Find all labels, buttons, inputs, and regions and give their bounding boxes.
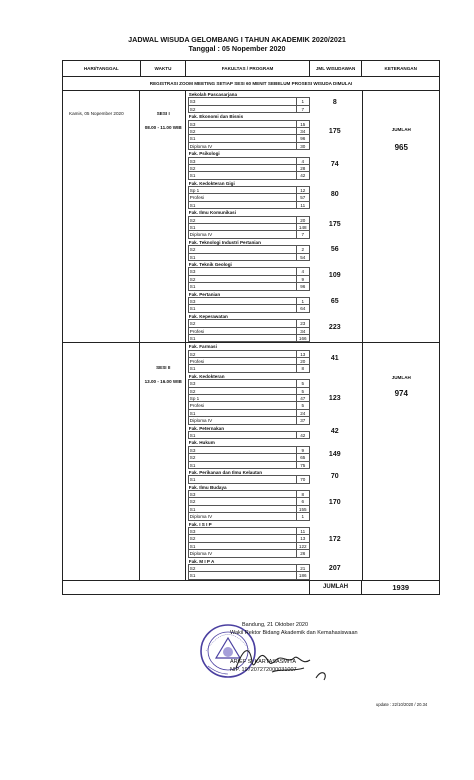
document-title [0, 35, 474, 53]
program-row [188, 395, 310, 402]
grand-total-row [62, 581, 440, 595]
signature-block [200, 622, 358, 674]
faculty-name: Fak. Perikanan dan Ilmu Kelautan [188, 469, 310, 476]
program-count: 15 [297, 121, 310, 128]
grand-total-value: 1939 [392, 582, 410, 592]
program-row [188, 298, 310, 305]
program-level: Sp 1 [188, 395, 297, 402]
program-count: 148 [297, 224, 310, 231]
program-count: 30 [297, 143, 310, 150]
faculty-group [188, 313, 360, 343]
program-row [188, 165, 310, 172]
program-level: S1 [188, 365, 297, 372]
program-level: S2 [188, 565, 297, 572]
program-level: S1 [188, 224, 297, 231]
title-line-1: JADWAL WISUDA GELOMBANG I TAHUN AKADEMIK 2020/2021 [128, 35, 346, 44]
program-count: 64 [297, 305, 310, 312]
program-row [188, 462, 310, 469]
program-count: 8 [297, 491, 310, 498]
program-row [188, 543, 310, 550]
program-level: S2 [188, 351, 297, 358]
program-count: 96 [297, 283, 310, 290]
program-row [188, 328, 310, 335]
program-row [188, 202, 310, 209]
program-row [188, 572, 310, 579]
signature-place-date: Bandung, 21 Oktober 2020 [242, 622, 309, 628]
program-level: S3 [188, 158, 297, 165]
session-total-value: 974 [394, 389, 408, 399]
header-time: WAKTU [141, 61, 187, 76]
program-level: S1 [188, 572, 297, 579]
faculty-name: Fak. Hukum [188, 439, 310, 446]
program-row [188, 335, 310, 342]
program-count: 7 [297, 231, 310, 238]
program-level: S1 [188, 410, 297, 417]
session-time: 08.00 - 11.00 WIB [144, 125, 182, 130]
program-row [188, 231, 310, 238]
program-level: S1 [188, 506, 297, 513]
program-count: 57 [297, 194, 310, 201]
program-row [188, 98, 310, 105]
program-count: 1 [297, 513, 310, 520]
faculty-total: 223 [328, 324, 341, 331]
grand-total-label: JUMLAH [310, 581, 363, 594]
program-count: 13 [297, 535, 310, 542]
program-count: 4 [297, 158, 310, 165]
program-row [188, 121, 310, 128]
faculty-name: Fak. Teknik Geologi [188, 261, 310, 268]
faculty-group [188, 209, 360, 239]
faculty-group [188, 521, 360, 558]
session-total-label: JUMLAH [391, 375, 411, 381]
faculty-name: Fak. Psikologi [188, 150, 310, 157]
program-count: 37 [297, 417, 310, 424]
program-row [188, 535, 310, 542]
program-count: 70 [297, 476, 310, 483]
faculty-name: Fak. Ekonomi dan Bisnis [188, 113, 310, 120]
session-name: SESI I [156, 111, 170, 116]
faculty-name: Fak. Kedokteran Gigi [188, 180, 310, 187]
program-count: 24 [297, 410, 310, 417]
faculty-total: 123 [328, 395, 341, 403]
program-row [188, 194, 310, 201]
faculty-total: 74 [330, 161, 339, 169]
faculty-total: 42 [330, 428, 339, 436]
program-row [188, 276, 310, 283]
faculty-group [188, 91, 360, 113]
program-level: S3 [188, 528, 297, 535]
program-row [188, 498, 310, 505]
faculty-name: Sekolah Pascasarjana [188, 91, 310, 98]
program-row [188, 358, 310, 365]
program-count: 20 [297, 358, 310, 365]
program-row [188, 380, 310, 387]
program-level: S1 [188, 254, 297, 261]
faculty-group [188, 291, 360, 313]
program-row [188, 224, 310, 231]
program-row [188, 550, 310, 557]
program-level: S1 [188, 543, 297, 550]
program-level: S1 [188, 432, 297, 439]
program-count: 13 [297, 351, 310, 358]
program-row [188, 476, 310, 483]
program-level: S2 [188, 498, 297, 505]
program-level: S2 [188, 388, 297, 395]
faculty-total: 70 [330, 472, 339, 480]
faculty-name: Fak. Teknologi Industri Pertanian [188, 239, 310, 246]
program-count: 1 [297, 98, 310, 105]
program-row [188, 388, 310, 395]
program-row [188, 417, 310, 424]
program-count: 9 [297, 276, 310, 283]
program-level: Sp 1 [188, 187, 297, 194]
program-level: S2 [188, 535, 297, 542]
program-level: Diploma IV [188, 143, 297, 150]
program-count: 11 [297, 528, 310, 535]
program-count: 21 [297, 565, 310, 572]
signatory-name: ARIEF S. KARTASASMITA [230, 659, 297, 665]
session-total-value: 965 [394, 143, 408, 152]
program-row [188, 351, 310, 358]
program-count: 186 [297, 572, 310, 579]
program-count: 23 [297, 320, 310, 327]
program-count: 47 [297, 395, 310, 402]
program-row [188, 565, 310, 572]
program-row [188, 106, 310, 113]
program-row [188, 158, 310, 165]
faculty-group [188, 484, 360, 521]
faculty-total: 8 [332, 98, 337, 106]
program-row [188, 187, 310, 194]
program-row [188, 402, 310, 409]
program-count: 6 [297, 498, 310, 505]
faculty-group [188, 558, 360, 580]
program-level: S3 [188, 98, 297, 105]
faculty-group [188, 239, 360, 261]
header-faculty: FAKULTAS / PROGRAM [186, 61, 309, 76]
program-level: S1 [188, 462, 297, 469]
faculty-total: 65 [330, 298, 339, 306]
header-remarks: KETERANGAN [384, 66, 417, 71]
faculty-group [188, 373, 360, 425]
registration-note: REGISTRASI ZOOM MEETING SETIAP SESI 60 MENIT SEBELUM PROSESI WISUDA DIMULAI [62, 77, 440, 91]
faculty-name: Fak. Peternakan [188, 425, 310, 432]
program-row [188, 432, 310, 439]
faculty-total: 109 [328, 272, 341, 280]
faculty-total: 175 [328, 128, 341, 136]
schedule-table [62, 60, 440, 595]
session-block [63, 91, 439, 343]
date-label: Kamis, 05 Nopember 2020 [69, 111, 124, 116]
signatory-nip: NIP. 197207272000031007 [230, 666, 297, 673]
program-count: 122 [297, 543, 310, 550]
faculty-total: 149 [328, 450, 341, 458]
program-level: S2 [188, 165, 297, 172]
program-row [188, 454, 310, 461]
program-row [188, 513, 310, 520]
faculty-total: 170 [328, 498, 341, 506]
faculty-total: 41 [330, 354, 339, 362]
program-row [188, 410, 310, 417]
program-row [188, 283, 310, 290]
program-level: S3 [188, 121, 297, 128]
faculty-total: 207 [328, 565, 341, 573]
program-level: S2 [188, 217, 297, 224]
header-count: JML WISUDAWAN [310, 61, 363, 76]
table-header [62, 60, 440, 77]
faculty-total: 172 [328, 535, 341, 543]
program-level: S1 [188, 335, 297, 342]
program-row [188, 128, 310, 135]
program-count: 2 [297, 246, 310, 253]
faculty-name: Fak. Keperawatan [188, 313, 310, 320]
program-count: 9 [297, 447, 310, 454]
program-count: 34 [297, 328, 310, 335]
program-row [188, 246, 310, 253]
faculty-group [188, 469, 360, 484]
program-row [188, 491, 310, 498]
program-count: 7 [297, 106, 310, 113]
program-count: 12 [297, 187, 310, 194]
signature-position: Wakil Rektor Bidang Akademik dan Kemahasiswaan [230, 629, 358, 636]
faculty-group [188, 150, 360, 180]
program-level: S1 [188, 283, 297, 290]
program-level: Diploma IV [188, 513, 297, 520]
program-count: 1 [297, 298, 310, 305]
program-row [188, 268, 310, 275]
session-time: 13.00 - 16.00 WIB [144, 379, 182, 385]
program-count: 54 [297, 254, 310, 261]
program-row [188, 365, 310, 372]
program-level: S1 [188, 135, 297, 142]
program-row [188, 447, 310, 454]
program-level: S1 [188, 172, 297, 179]
program-level: S3 [188, 491, 297, 498]
faculty-group [188, 343, 360, 373]
faculty-group [188, 113, 360, 150]
update-stamp: update : 22/10/2020 / 20.34 [376, 702, 428, 707]
program-row [188, 320, 310, 327]
program-count: 65 [297, 454, 310, 461]
program-count: 5 [297, 388, 310, 395]
session-total-label: JUMLAH [391, 127, 411, 132]
program-count: 11 [297, 202, 310, 209]
faculty-name: Fak. Ilmu Komunikasi [188, 209, 310, 216]
program-level: S3 [188, 380, 297, 387]
program-count: 26 [297, 550, 310, 557]
program-level: S2 [188, 128, 297, 135]
program-row [188, 143, 310, 150]
faculty-total: 56 [330, 246, 339, 254]
faculty-name: Fak. M I P A [188, 558, 310, 565]
program-level: Profesi [188, 194, 297, 201]
program-count: 5 [297, 402, 310, 409]
program-row [188, 172, 310, 179]
table-body [62, 91, 440, 581]
faculty-name: Fak. Ilmu Budaya [188, 484, 310, 491]
program-level: S2 [188, 246, 297, 253]
faculty-group [188, 261, 360, 291]
program-level: S2 [188, 106, 297, 113]
program-row [188, 254, 310, 261]
program-level: S3 [188, 298, 297, 305]
program-level: Diploma IV [188, 550, 297, 557]
program-level: S2 [188, 454, 297, 461]
program-level: S2 [188, 320, 297, 327]
program-count: 96 [297, 135, 310, 142]
program-count: 20 [297, 217, 310, 224]
faculty-name: Fak. Kedokteran [188, 373, 310, 380]
program-count: 28 [297, 165, 310, 172]
program-count: 155 [297, 506, 310, 513]
program-level: Diploma IV [188, 231, 297, 238]
session-name: SESI II [156, 365, 171, 371]
program-count: 4 [297, 268, 310, 275]
program-row [188, 217, 310, 224]
program-count: 42 [297, 172, 310, 179]
faculty-group [188, 439, 360, 469]
faculty-name: Fak. I S I P [188, 521, 310, 528]
program-level: Diploma IV [188, 417, 297, 424]
program-row [188, 506, 310, 513]
faculty-total: 80 [330, 190, 339, 198]
program-level: Profesi [188, 328, 297, 335]
session-block [63, 343, 439, 581]
program-level: S3 [188, 447, 297, 454]
program-row [188, 528, 310, 535]
faculty-name: Fak. Farmasi [188, 343, 310, 350]
program-count: 166 [297, 335, 310, 342]
title-line-2: Tanggal : 05 Nopember 2020 [188, 44, 286, 53]
header-date: HARI/TANGGAL [63, 61, 141, 76]
program-level: Profesi [188, 358, 297, 365]
faculty-total: 175 [328, 220, 341, 228]
program-level: S1 [188, 202, 297, 209]
program-count: 5 [297, 380, 310, 387]
program-count: 75 [297, 462, 310, 469]
program-level: S3 [188, 268, 297, 275]
program-level: S1 [188, 305, 297, 312]
program-count: 42 [297, 432, 310, 439]
program-row [188, 305, 310, 312]
program-level: S1 [188, 476, 297, 483]
faculty-group [188, 180, 360, 210]
faculty-name: Fak. Pertanian [188, 291, 310, 298]
program-level: S2 [188, 276, 297, 283]
program-count: 34 [297, 128, 310, 135]
faculty-group [188, 425, 360, 440]
program-row [188, 135, 310, 142]
program-level: Profesi [188, 402, 297, 409]
program-count: 8 [297, 365, 310, 372]
